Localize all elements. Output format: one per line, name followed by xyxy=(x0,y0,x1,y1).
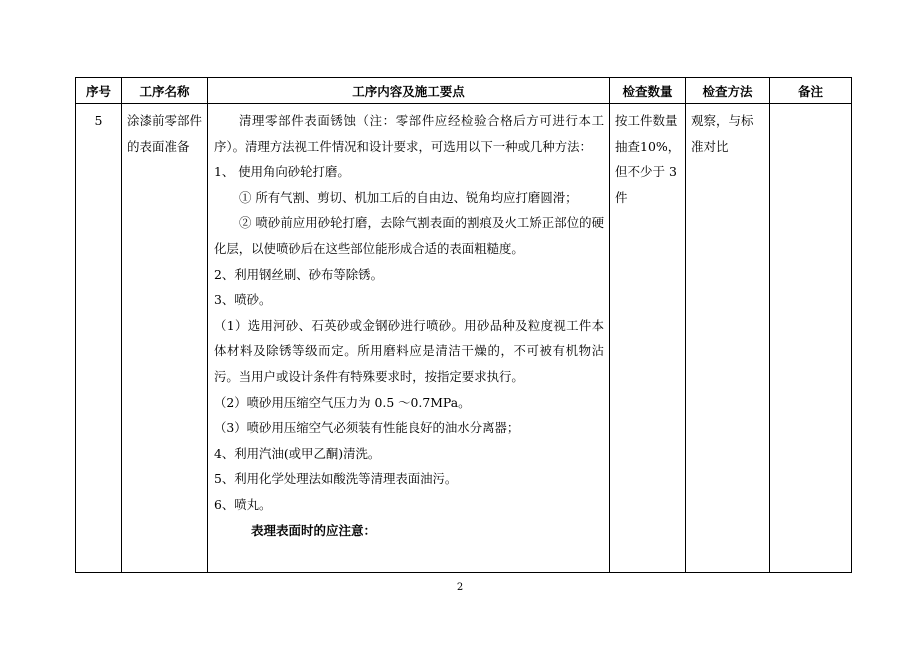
table-row xyxy=(76,104,852,573)
content-item-6: 6、喷丸。 xyxy=(214,496,272,512)
content-item-3: 3、喷砂。 xyxy=(214,292,272,308)
process-table xyxy=(75,77,852,573)
content-item-1a: ① 所有气割、剪切、机加工后的自由边、锐角均应打磨圆滑； xyxy=(239,189,578,205)
content-item-5: 5、利用化学处理法如酸洗等清理表面油污。 xyxy=(214,471,458,487)
remark-value xyxy=(770,104,851,108)
check-method: 观察，与标准对比 xyxy=(691,113,754,154)
content-item-2: 2、利用钢丝刷、砂布等除锈。 xyxy=(214,266,383,282)
header-content: 工序内容及施工要点 xyxy=(208,78,610,104)
header-qty: 检查数量 xyxy=(610,78,686,104)
content-item-3-2: （2）喷砂用压缩空气压力为 0.5 ～0.7MPa。 xyxy=(214,394,471,410)
process-content xyxy=(208,104,609,543)
seq-value: 5 xyxy=(94,113,103,128)
cell-content xyxy=(208,104,610,573)
content-intro: 清理零部件表面锈蚀（注：零部件应经检验合格后方可进行本工序）。清理方法视工件情况和设计要求，可选用以下一种或几种方法： xyxy=(214,113,604,154)
content-item-3-1: （1）选用河砂、石英砂或金钢砂进行喷砂。用砂品种及粒度视工件本体材料及除锈等级而定。所用磨料应是清洁干燥的，不可被有机物沾污。当用户或设计条件有特殊要求时，按指定要求执行。 xyxy=(214,317,604,384)
cell-name xyxy=(122,104,208,573)
cell-seq xyxy=(76,104,122,573)
content-item-1: 1、 使用角向砂轮打磨。 xyxy=(214,164,350,180)
cell-remark xyxy=(770,104,852,573)
content-note-heading: 表理表面时的应注意： xyxy=(251,522,377,538)
cell-qty xyxy=(610,104,686,573)
content-item-1b: ② 喷砂前应用砂轮打磨，去除气割表面的割痕及火工矫正部位的硬化层，以使喷砂后在这些部位能形成合适的表面粗糙度。 xyxy=(214,215,604,256)
header-name: 工序名称 xyxy=(122,78,208,104)
check-quantity: 按工件数量抽查10%，但不少于 3 件 xyxy=(615,113,681,205)
header-remark: 备注 xyxy=(770,78,852,104)
page-number: 2 xyxy=(456,582,464,593)
content-item-3-3: （3）喷砂用压缩空气必须装有性能良好的油水分离器； xyxy=(214,420,520,436)
process-name: 涂漆前零部件的表面准备 xyxy=(127,113,203,154)
header-method: 检查方法 xyxy=(686,78,770,104)
cell-method xyxy=(686,104,770,573)
header-seq: 序号 xyxy=(76,78,122,104)
header-row xyxy=(76,78,852,104)
content-item-4: 4、利用汽油(或甲乙酮)清洗。 xyxy=(214,445,381,461)
